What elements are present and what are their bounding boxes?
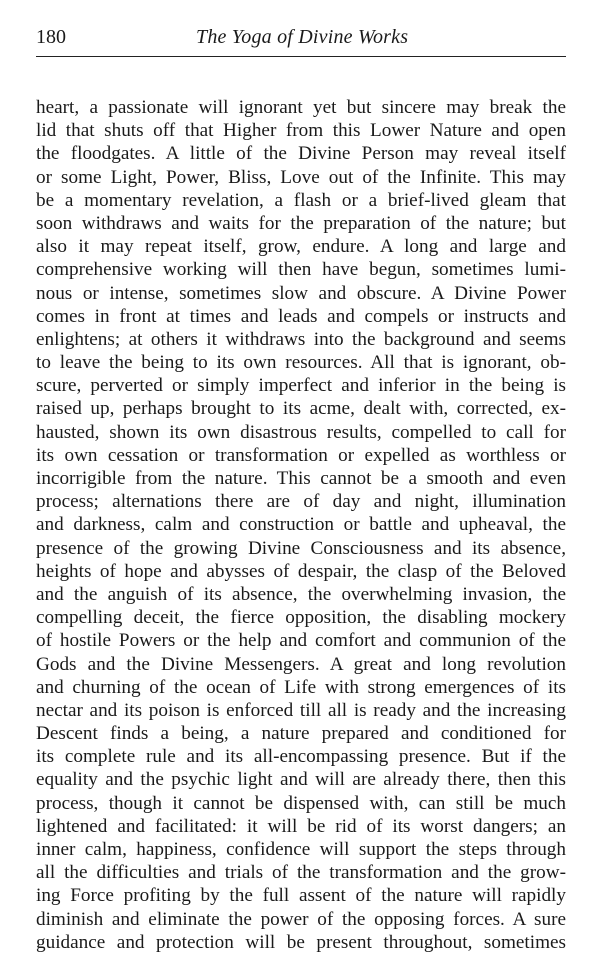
- text-line: nous or intense, sometimes slow and obscure. A Divine Power: [36, 282, 566, 304]
- text-line: its own cessation or transformation or expelled as worthless or: [36, 444, 566, 466]
- running-header: [36, 20, 566, 57]
- text-line: equality and the psychic light and will are already there, then this: [36, 769, 566, 791]
- text-line: compelling deceit, the fierce opposition, the disabling mockery: [36, 607, 566, 629]
- text-line: process; alternations there are of day and night, illumination: [36, 491, 566, 513]
- text-line: enlightens; at others it withdraws into the background and seems: [36, 328, 566, 350]
- text-line: and the anguish of its absence, the overwhelming invasion, the: [36, 583, 566, 605]
- text-line: ing Force profiting by the full assent of the nature will rapidly: [36, 885, 566, 907]
- text-line: also it may repeat itself, grow, endure. A long and large and: [36, 236, 566, 258]
- body-text: [36, 96, 566, 954]
- text-line: to leave the being to its own resources. All that is ignorant, ob-: [36, 352, 566, 374]
- text-line: and darkness, calm and construction or battle and upheaval, the: [36, 514, 566, 536]
- text-line: hausted, shown its own disastrous results, compelled to call for: [36, 421, 566, 443]
- text-line: the floodgates. A little of the Divine Person may reveal itself: [36, 143, 566, 165]
- text-line: soon withdraws and waits for the preparation of the nature; but: [36, 212, 566, 234]
- running-title: The Yoga of Divine Works: [196, 26, 409, 48]
- text-line: diminish and eliminate the power of the opposing forces. A sure: [36, 908, 566, 930]
- text-line: raised up, perhaps brought to its acme, dealt with, corrected, ex-: [36, 398, 566, 420]
- text-line: lightened and facilitated: it will be rid of its worst dangers; an: [36, 815, 566, 837]
- text-line: lid that shuts off that Higher from this Lower Nature and open: [36, 120, 566, 142]
- text-line: scure, perverted or simply imperfect and inferior in the being is: [36, 375, 566, 397]
- text-line: comprehensive working will then have begun, sometimes lumi-: [36, 259, 566, 281]
- text-line: nectar and its poison is enforced till all is ready and the increasing: [36, 699, 566, 721]
- text-line: incorrigible from the nature. This cannot be a smooth and even: [36, 468, 566, 489]
- book-page: [36, 20, 566, 953]
- text-line: guidance and protection will be present throughout, sometimes: [36, 931, 566, 953]
- text-line: process, though it cannot be dispensed with, can still be much: [36, 792, 566, 814]
- text-line: heart, a passionate will ignorant yet but sincere may break the: [36, 97, 566, 118]
- text-line: heights of hope and abysses of despair, the clasp of the Beloved: [36, 560, 566, 582]
- text-line: or some Light, Power, Bliss, Love out of the Infinite. This may: [36, 166, 566, 188]
- text-line: Descent finds a being, a nature prepared and conditioned for: [36, 723, 566, 745]
- text-line: comes in front at times and leads and compels or instructs and: [36, 305, 566, 327]
- text-line: of hostile Powers or the help and comfort and communion of the: [36, 630, 566, 652]
- page-number: 180: [36, 26, 66, 48]
- text-line: all the difficulties and trials of the transformation and the grow-: [36, 862, 566, 884]
- text-line: inner calm, happiness, confidence will support the steps through: [36, 839, 566, 860]
- text-line: and churning of the ocean of Life with strong emergences of its: [36, 676, 566, 698]
- text-line: presence of the growing Divine Consciousness and its absence,: [36, 537, 566, 559]
- text-line: Gods and the Divine Messengers. A great and long revolution: [36, 653, 566, 675]
- text-line: be a momentary revelation, a flash or a brief-lived gleam that: [36, 189, 566, 211]
- text-line: its complete rule and its all-encompassing presence. But if the: [36, 746, 566, 768]
